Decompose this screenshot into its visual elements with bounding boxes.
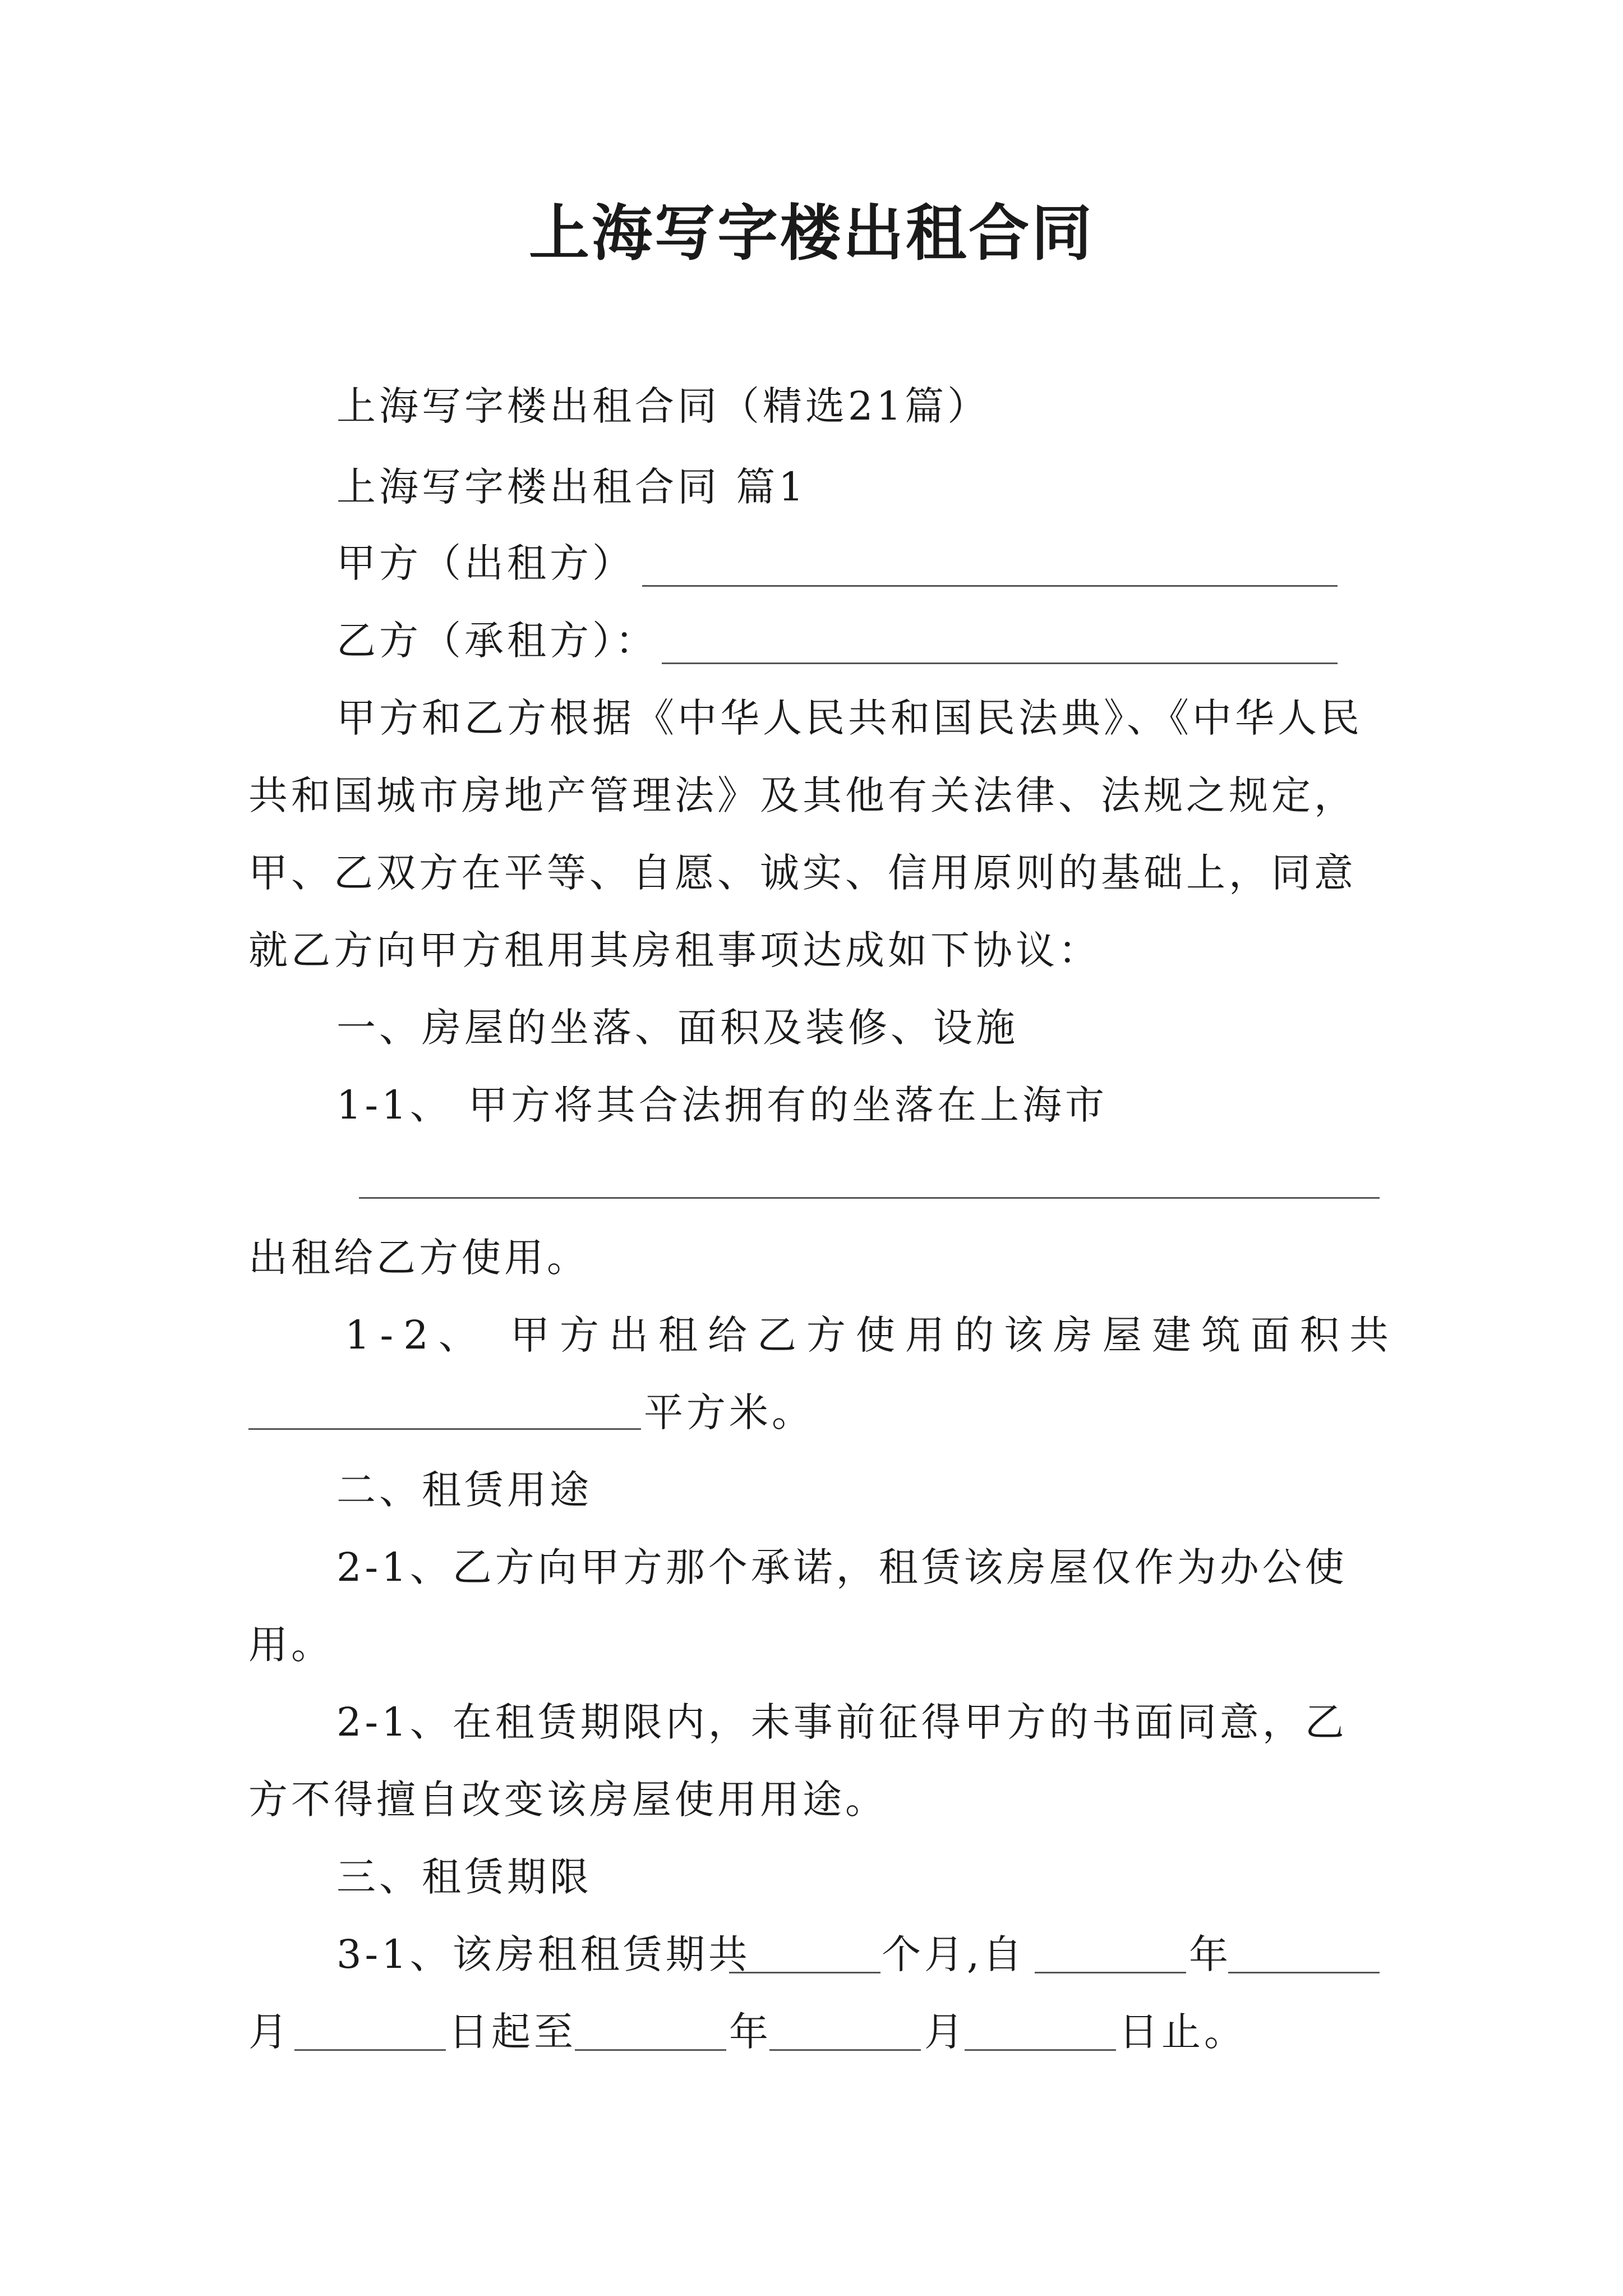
end-month-blank <box>769 2049 921 2051</box>
day-from-label: 日起至 <box>449 2009 577 2055</box>
month-label: 月 <box>248 2009 291 2055</box>
clause-2-2-a: 2-1、在租赁期限内，未事前征得甲方的书面同意，乙 <box>336 1699 1348 1745</box>
party-a-blank <box>642 585 1338 587</box>
section-3-heading: 三、租赁期限 <box>336 1854 592 1900</box>
address-blank <box>359 1197 1380 1199</box>
preamble-line-3: 甲、乙双方在平等、自愿、诚实、信用原则的基础上，同意 <box>248 850 1357 896</box>
clause-2-1-b: 用。 <box>248 1622 334 1668</box>
end-day-blank <box>965 2049 1116 2051</box>
party-b-blank <box>662 662 1338 664</box>
section-2-heading: 二、租赁用途 <box>336 1467 592 1513</box>
start-month-blank <box>1228 1972 1380 1973</box>
end-year-blank <box>575 2049 726 2051</box>
party-b-label: 乙方（承租方）： <box>336 618 658 664</box>
clause-2-2-b: 方不得擅自改变该房屋使用用途。 <box>248 1777 888 1823</box>
year-label: 年 <box>1189 1931 1232 1977</box>
start-year-blank <box>1035 1972 1186 1973</box>
clause-1-1: 1-1、 甲方将其合法拥有的坐落在上海市 <box>336 1082 1108 1128</box>
months-blank <box>729 1972 880 1973</box>
area-blank <box>248 1428 641 1430</box>
preamble-line-1: 甲方和乙方根据《中华人民共和国民法典》、《中华人民 <box>336 695 1363 741</box>
article-heading: 上海写字楼出租合同 篇1 <box>336 464 807 510</box>
clause-1-1-end: 出租给乙方使用。 <box>248 1235 589 1281</box>
months-label: 个月,自 <box>882 1931 1026 1977</box>
clause-2-1-a: 2-1、乙方向甲方那个承诺，租赁该房屋仅作为办公使 <box>336 1544 1348 1590</box>
clause-1-2: 1-2、 甲方出租给乙方使用的该房屋建筑面积共 <box>345 1312 1399 1358</box>
clause-1-2-end: 平方米。 <box>644 1389 814 1435</box>
document-title: 上海写字楼出租合同 <box>528 198 1094 269</box>
clause-3-1-start: 3-1、该房租租赁期共 <box>336 1931 751 1977</box>
party-a-label: 甲方（出租方） <box>336 540 635 586</box>
month2-label: 月 <box>924 2009 967 2055</box>
start-day-blank <box>294 2049 446 2051</box>
preamble-line-2: 共和国城市房地产管理法》及其他有关法律、法规之规定， <box>248 772 1357 818</box>
preamble-line-4: 就乙方向甲方租用其房租事项达成如下协议： <box>248 927 1101 973</box>
year2-label: 年 <box>729 2009 772 2055</box>
subtitle: 上海写字楼出租合同（精选21篇） <box>336 383 990 429</box>
day-end-label: 日止。 <box>1119 2009 1247 2055</box>
section-1-heading: 一、房屋的坐落、面积及装修、设施 <box>336 1005 1018 1051</box>
